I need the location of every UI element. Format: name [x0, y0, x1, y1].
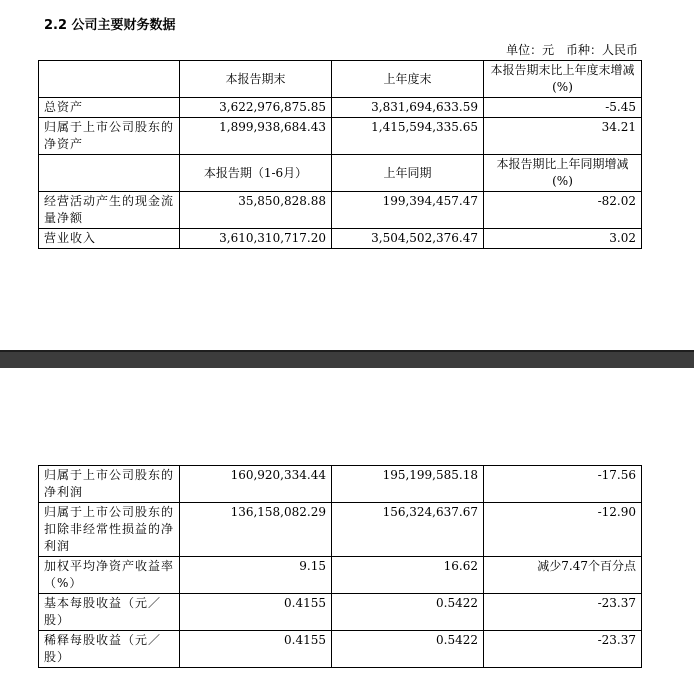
cell-current: 160,920,334.44 [180, 466, 332, 503]
header-prior-period: 上年同期 [332, 155, 484, 192]
header-current-period: 本报告期（1-6月） [180, 155, 332, 192]
table-row [39, 98, 642, 118]
table-row [39, 557, 642, 594]
cell-current: 1,899,938,684.43 [180, 118, 332, 155]
cell-change: -5.45 [484, 98, 642, 118]
cell-change: -23.37 [484, 631, 642, 668]
cell-change: -82.02 [484, 192, 642, 229]
table-row [39, 594, 642, 631]
table-row [39, 192, 642, 229]
header-period-change: 本报告期比上年同期增减(%) [484, 155, 642, 192]
unit-line [498, 41, 638, 58]
cell-previous: 1,415,594,335.65 [332, 118, 484, 155]
cell-current: 35,850,828.88 [180, 192, 332, 229]
cell-current: 0.4155 [180, 631, 332, 668]
table-row [39, 503, 642, 557]
cell-previous: 3,831,694,633.59 [332, 98, 484, 118]
row-label: 归属于上市公司股东的扣除非经常性损益的净利润 [39, 503, 180, 557]
table-subheader-row [39, 155, 642, 192]
cell-previous: 3,504,502,376.47 [332, 229, 484, 249]
row-label: 加权平均净资产收益率（%） [39, 557, 180, 594]
cell-change: 34.21 [484, 118, 642, 155]
table-header-row [39, 61, 642, 98]
cell-change: -17.56 [484, 466, 642, 503]
header-current-period-end: 本报告期末 [180, 61, 332, 98]
table-row [39, 466, 642, 503]
row-label: 总资产 [39, 98, 180, 118]
header-change-percent: 本报告期末比上年度末增减(%) [484, 61, 642, 98]
cell-previous: 0.5422 [332, 594, 484, 631]
row-label: 归属于上市公司股东的净利润 [39, 466, 180, 503]
unit-label: 单位：元 [506, 43, 555, 57]
cell-current: 0.4155 [180, 594, 332, 631]
financial-table-top [38, 60, 642, 249]
cell-current: 3,622,976,875.85 [180, 98, 332, 118]
cell-previous: 199,394,457.47 [332, 192, 484, 229]
table-row [39, 631, 642, 668]
cell-change: 3.02 [484, 229, 642, 249]
header-prior-year-end: 上年度末 [332, 61, 484, 98]
row-label: 营业收入 [39, 229, 180, 249]
financial-table-bottom [38, 465, 642, 668]
table-row [39, 118, 642, 155]
cell-previous: 195,199,585.18 [332, 466, 484, 503]
row-label: 归属于上市公司股东的净资产 [39, 118, 180, 155]
cell-current: 136,158,082.29 [180, 503, 332, 557]
cell-previous: 0.5422 [332, 631, 484, 668]
cell-change: -12.90 [484, 503, 642, 557]
currency-label: 币种：人民币 [565, 43, 638, 57]
row-label: 经营活动产生的现金流量净额 [39, 192, 180, 229]
header-blank-cell [39, 61, 180, 98]
row-label: 基本每股收益（元／股） [39, 594, 180, 631]
cell-change: 减少7.47个百分点 [484, 557, 642, 594]
cell-current: 3,610,310,717.20 [180, 229, 332, 249]
cell-previous: 16.62 [332, 557, 484, 594]
section-title: 2.2 公司主要财务数据 [44, 18, 176, 33]
page-bottom [0, 368, 694, 690]
table-row [39, 229, 642, 249]
cell-previous: 156,324,637.67 [332, 503, 484, 557]
cell-change: -23.37 [484, 594, 642, 631]
row-label: 稀释每股收益（元／股） [39, 631, 180, 668]
page-divider [0, 350, 694, 370]
header-blank-cell [39, 155, 180, 192]
cell-current: 9.15 [180, 557, 332, 594]
